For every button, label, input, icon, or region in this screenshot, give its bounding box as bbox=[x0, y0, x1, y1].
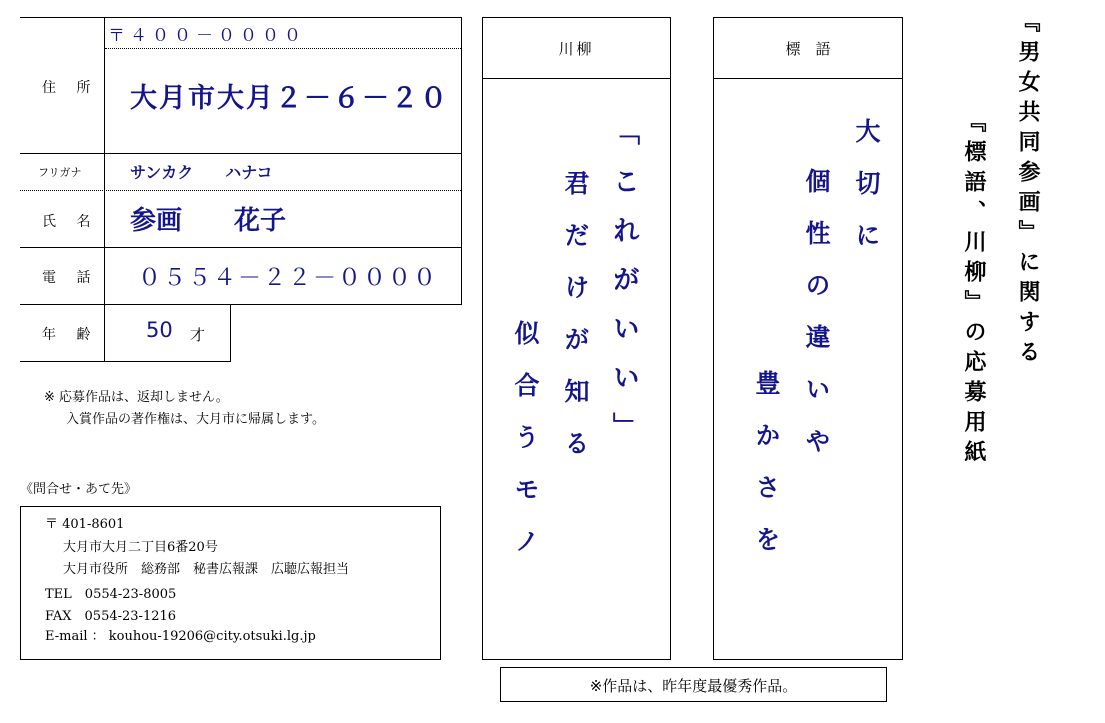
name-label: 氏 名 bbox=[42, 214, 99, 230]
senryu-line-3: 似合うモノ bbox=[511, 320, 540, 580]
contact-box bbox=[20, 506, 441, 660]
contact-postal: 〒 401-8601 bbox=[45, 517, 125, 532]
slogan-header: 標 語 bbox=[785, 40, 831, 58]
furigana-label: フリガナ bbox=[38, 166, 82, 179]
senryu-box bbox=[482, 17, 671, 660]
contact-fax: FAX 0554-23-1216 bbox=[45, 609, 177, 624]
slogan-line-3: 豊かさを bbox=[752, 370, 781, 578]
name-value[interactable]: 参画 花子 bbox=[130, 206, 287, 236]
title-line-1: 『男女共同参画』に関する bbox=[1015, 10, 1041, 370]
postal-code-value[interactable]: 〒４００－００００ bbox=[108, 26, 306, 46]
note-line-2: 入賞作品の著作権は、大月市に帰属します。 bbox=[66, 412, 325, 427]
age-unit: 才 bbox=[190, 326, 206, 344]
phone-label: 電 話 bbox=[42, 270, 99, 286]
note-line-1: ※ 応募作品は、返却しません。 bbox=[44, 390, 229, 405]
footnote-text: ※作品は、昨年度最優秀作品。 bbox=[589, 677, 798, 695]
age-value[interactable]: 50 bbox=[146, 318, 173, 342]
age-label: 年 齢 bbox=[42, 327, 99, 343]
address-value[interactable]: 大月市大月２－６－２０ bbox=[130, 83, 449, 114]
contact-tel: TEL 0554-23-8005 bbox=[45, 587, 177, 602]
slogan-box bbox=[713, 17, 903, 660]
phone-value[interactable]: ０５５４－２２－００００ bbox=[138, 265, 438, 291]
senryu-line-2: 君だけが知る bbox=[561, 170, 590, 482]
senryu-line-1: 「これがいい」 bbox=[608, 118, 639, 461]
address-label: 住 所 bbox=[42, 80, 99, 96]
title-line-2: 『標語、川柳』の応募用紙 bbox=[961, 110, 987, 470]
contact-address: 大月市大月二丁目6番20号 bbox=[63, 540, 218, 555]
slogan-line-2: 個性の違いや bbox=[802, 168, 831, 480]
contact-email[interactable]: E-mail ： kouhou-19206@city.otsuki.lg.jp bbox=[45, 629, 316, 644]
contact-heading: 《問合せ・あて先》 bbox=[20, 482, 138, 497]
contact-department: 大月市役所 総務部 秘書広報課 広聴広報担当 bbox=[63, 562, 350, 577]
slogan-line-1: 大切に bbox=[852, 118, 881, 274]
footnote-box bbox=[500, 667, 887, 702]
senryu-header: 川柳 bbox=[558, 40, 595, 58]
furigana-value[interactable]: サンカク ハナコ bbox=[130, 163, 273, 182]
